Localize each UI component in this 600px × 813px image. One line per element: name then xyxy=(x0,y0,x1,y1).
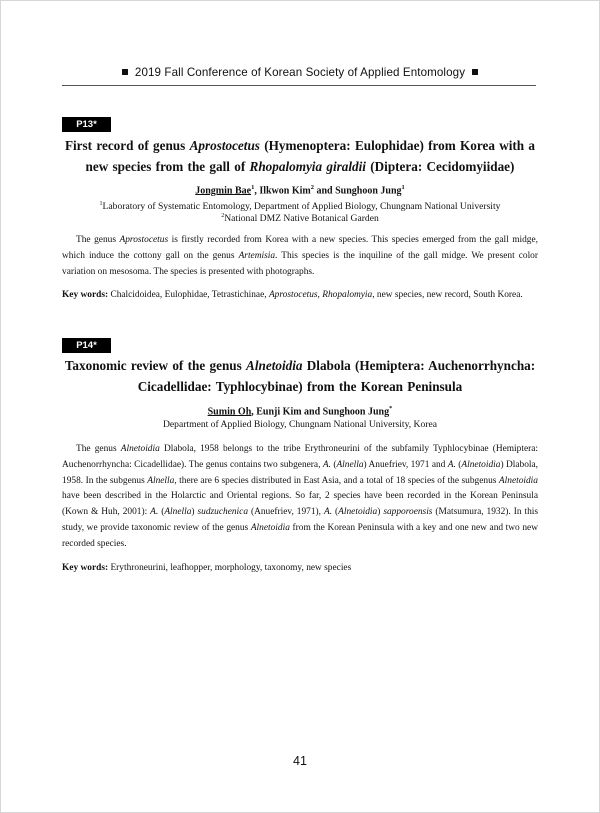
page-number: 41 xyxy=(293,754,307,768)
presenting-author: Jongmin Bae xyxy=(195,185,252,197)
conference-title: 2019 Fall Conference of Korean Society of Applied Entomology xyxy=(134,66,466,79)
running-header xyxy=(62,66,538,79)
poster-title-p14: Taxonomic review of the genus Alnetoidia Dlabola (Hemiptera: Auchenorrhyncha: Cicadellidae: Typhlocybinae) from the Korean Peninsula xyxy=(64,358,536,394)
square-bullet-icon xyxy=(472,69,478,75)
author-list-p13: Jongmin Bae$^1$, Ilkwon Kim$^2$ and Sunghoon Jung$^1$ xyxy=(195,184,405,197)
keywords-p14: Key words: Erythroneurini, leafhopper, morphology, taxonomy, new species xyxy=(62,563,352,573)
keywords-p13: Key words: Chalcidoidea, Eulophidae, Tetrastichinae, Aprostocetus, Rhopalomyia, new species, new record, South Korea. xyxy=(62,290,523,300)
poster-tag-p14: P14* xyxy=(62,338,111,353)
header-rule xyxy=(62,85,536,86)
poster-tag-p13: P13* xyxy=(62,117,111,132)
affiliation-1-p13: $^1$Laboratory of Systematic Entomology, Department of Applied Biology, Chungnam National University xyxy=(99,201,501,213)
affiliation-p14: Department of Applied Biology, Chungnam National University, Korea xyxy=(163,419,437,430)
presenting-author: Sumin Oh xyxy=(207,406,252,418)
abstract-p14: The genus Alnetoidia Dlabola, 1958 belongs to the tribe Erythroneurini of the subfamily Typhlocybinae (Hemiptera: Auchenorrhyncha: Cicadellidae). The genus contains two subgenera, A. (Alnella) Anuefriev, 1971 and A. (Alnetoidia) Dlabola, 1958. In the subgenus Alnella, there are 6 species distributed in East Asia, and a total of 18 species of the subgenus Alnetoidia have been described in the Holarctic and Oriental regions. So far, 2 species have been recorded in the Korean Peninsula (Kown & Huh, 2001): A. (Alnella) sudzuchenica (Anuefriev, 1971), A. (Alnetoidia) sapporoensis (Matsumura, 1932). In this study, we provide taxonomic review of the genus Alnetoidia from the Korean Peninsula with a key and one new and two new recorded species. xyxy=(62,444,539,549)
author-list-p14: Sumin Oh, Eunji Kim and Sunghoon Jung* xyxy=(207,405,393,418)
abstract-p13: The genus Aprostocetus is firstly recorded from Korea with a new species. This species emerged from the gall midge, which induce the cottony gall on the genus Artemisia. This species is the inquiline of the gall midge. We present color variation on mesosoma. The species is presented with photographs. xyxy=(62,235,538,277)
affiliation-2-p13: $^2$National DMZ Native Botanical Garden xyxy=(221,213,379,225)
square-bullet-icon xyxy=(122,69,128,75)
poster-title-p13: First record of genus Aprostocetus (Hymenoptera: Eulophidae) from Korea with a new species from the gall of Rhopalomyia giraldii (Diptera: Cecidomyiidae) xyxy=(64,138,536,174)
